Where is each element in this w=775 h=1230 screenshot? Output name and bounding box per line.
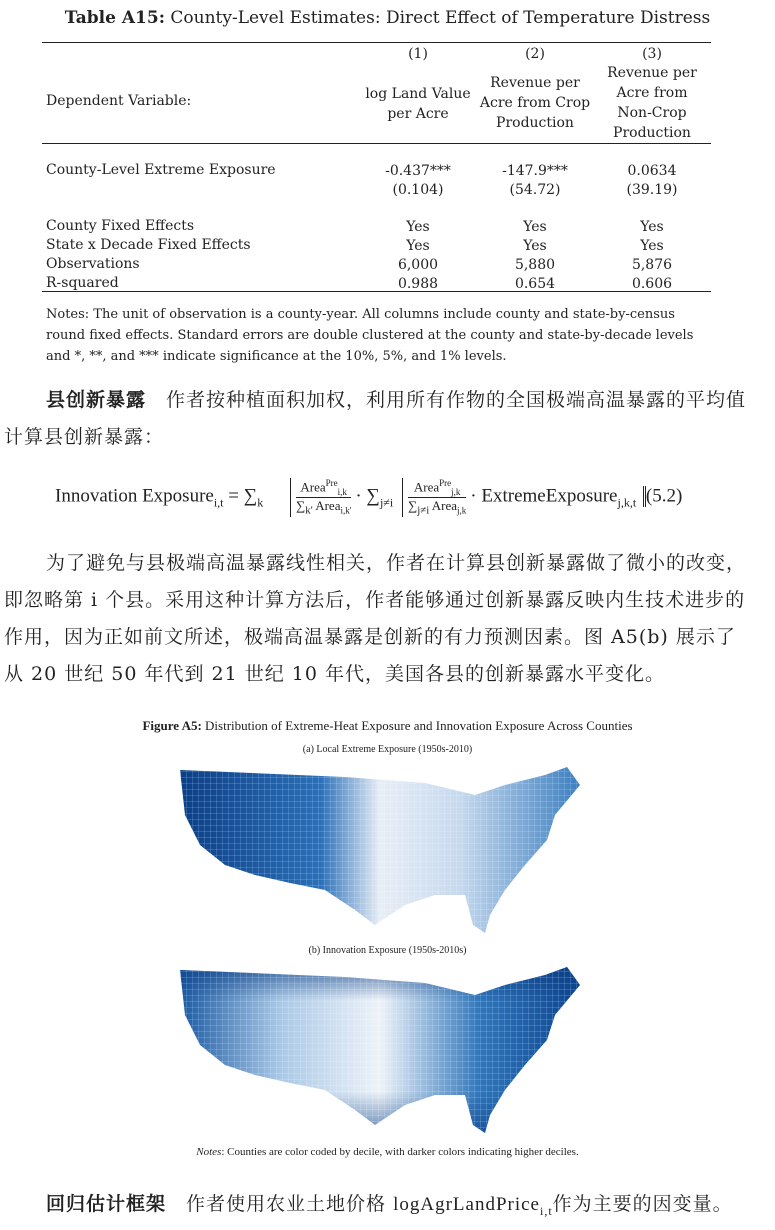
cell: Yes (523, 219, 547, 235)
cell-se: (39.19) (626, 182, 678, 198)
cell: Yes (640, 238, 664, 254)
cell: 0.606 (631, 276, 673, 292)
paragraph-regression-framework: 回归估计框架 作者使用农业土地价格 logAgrLandPrice$_{i,t}$作为主要的因变量。 (46, 1193, 733, 1218)
cell: 6,000 (397, 257, 439, 273)
row-label: County Fixed Effects (46, 218, 195, 234)
para-heading: 县创新暴露 (46, 389, 147, 411)
cell: Yes (640, 219, 664, 235)
cell: Yes (406, 219, 430, 235)
cell: -0.437*** (385, 163, 451, 179)
col-header: log Land Value per Acre (365, 86, 471, 122)
col-header: Revenue per Acre from Non-Crop Production (607, 65, 697, 141)
table-top-rule (42, 42, 711, 43)
col-number: (3) (642, 46, 662, 62)
cell: 0.988 (397, 276, 439, 292)
col-header: Revenue per Acre from Crop Production (479, 75, 591, 131)
row-label: State x Decade Fixed Effects (46, 237, 251, 253)
panel-b-caption: (b) Innovation Exposure (1950s-2010s) (308, 945, 467, 956)
row-label: Observations (46, 256, 140, 272)
cell-se: (0.104) (392, 182, 444, 198)
paragraph-explanation: 为了避免与县极端高温暴露线性相关，作者在计算县创新暴露做了微小的改变，即忽略第 i 个县。采用这种计算方法后，作者能够通过创新暴露反映内生技术进步的作用，因为正如前文所述，极端高温暴露是创新的有力预测因素。图 A5(b) 展示了从 20 世纪 50 年代到 21 世纪 10 年代，美国各县的创新暴露水平变化。 (4, 552, 747, 685)
col-number: (1) (408, 46, 428, 62)
dep-var-label: Dependent Variable: (46, 93, 192, 109)
cell: 5,880 (514, 257, 556, 273)
row-label: County-Level Extreme Exposure (46, 162, 276, 178)
cell: 5,876 (631, 257, 673, 273)
map-innovation-exposure (175, 965, 600, 1135)
figure-notes: Notes: Counties are color coded by decile, with darker colors indicating higher deciles. (196, 1146, 579, 1158)
paragraph-innovation-exposure: 县创新暴露 作者按种植面积加权，利用所有作物的全国极端高温暴露的平均值计算县创新暴露： (4, 389, 747, 448)
cell: 0.0634 (627, 163, 677, 179)
cell: -147.9*** (502, 163, 568, 179)
table-header-rule (42, 143, 711, 144)
figure-title: Figure A5: Distribution of Extreme-Heat Exposure and Innovation Exposure Across Counties (142, 718, 633, 733)
table-title: Table A15: County-Level Estimates: Direct Effect of Temperature Distress (64, 8, 711, 28)
formula-5-2: Innovation Exposure$_{i,t}$ = $\sum_k$ Area$^{Pre}_{i,k}$ $\sum_{k'}$ Area$_{i,k'}$ · $\sum_{j\ne i}$ Area$^{Pre}_{j,k}$ $\sum_{j\ne i}$ Area$_{j,k}$ · ExtremeExposure$_{j,k,t}$ (5.2) (55, 478, 683, 517)
panel-a-caption: (a) Local Extreme Exposure (1950s-2010) (302, 744, 473, 755)
col-number: (2) (525, 46, 545, 62)
cell: Yes (523, 238, 547, 254)
para-heading: 回归估计框架 (46, 1193, 167, 1215)
cell: Yes (406, 238, 430, 254)
row-label: R-squared (46, 275, 119, 291)
table-notes: Notes: The unit of observation is a county-year. All columns include county and state-by-census round fixed effects. Standard errors are double clustered at the county and state-by-decade levels and *, **, and *** indicate significance at the 10%, 5%, and 1% levels. (46, 307, 694, 364)
cell-se: (54.72) (509, 182, 561, 198)
cell: 0.654 (514, 276, 556, 292)
map-extreme-exposure (175, 765, 600, 935)
